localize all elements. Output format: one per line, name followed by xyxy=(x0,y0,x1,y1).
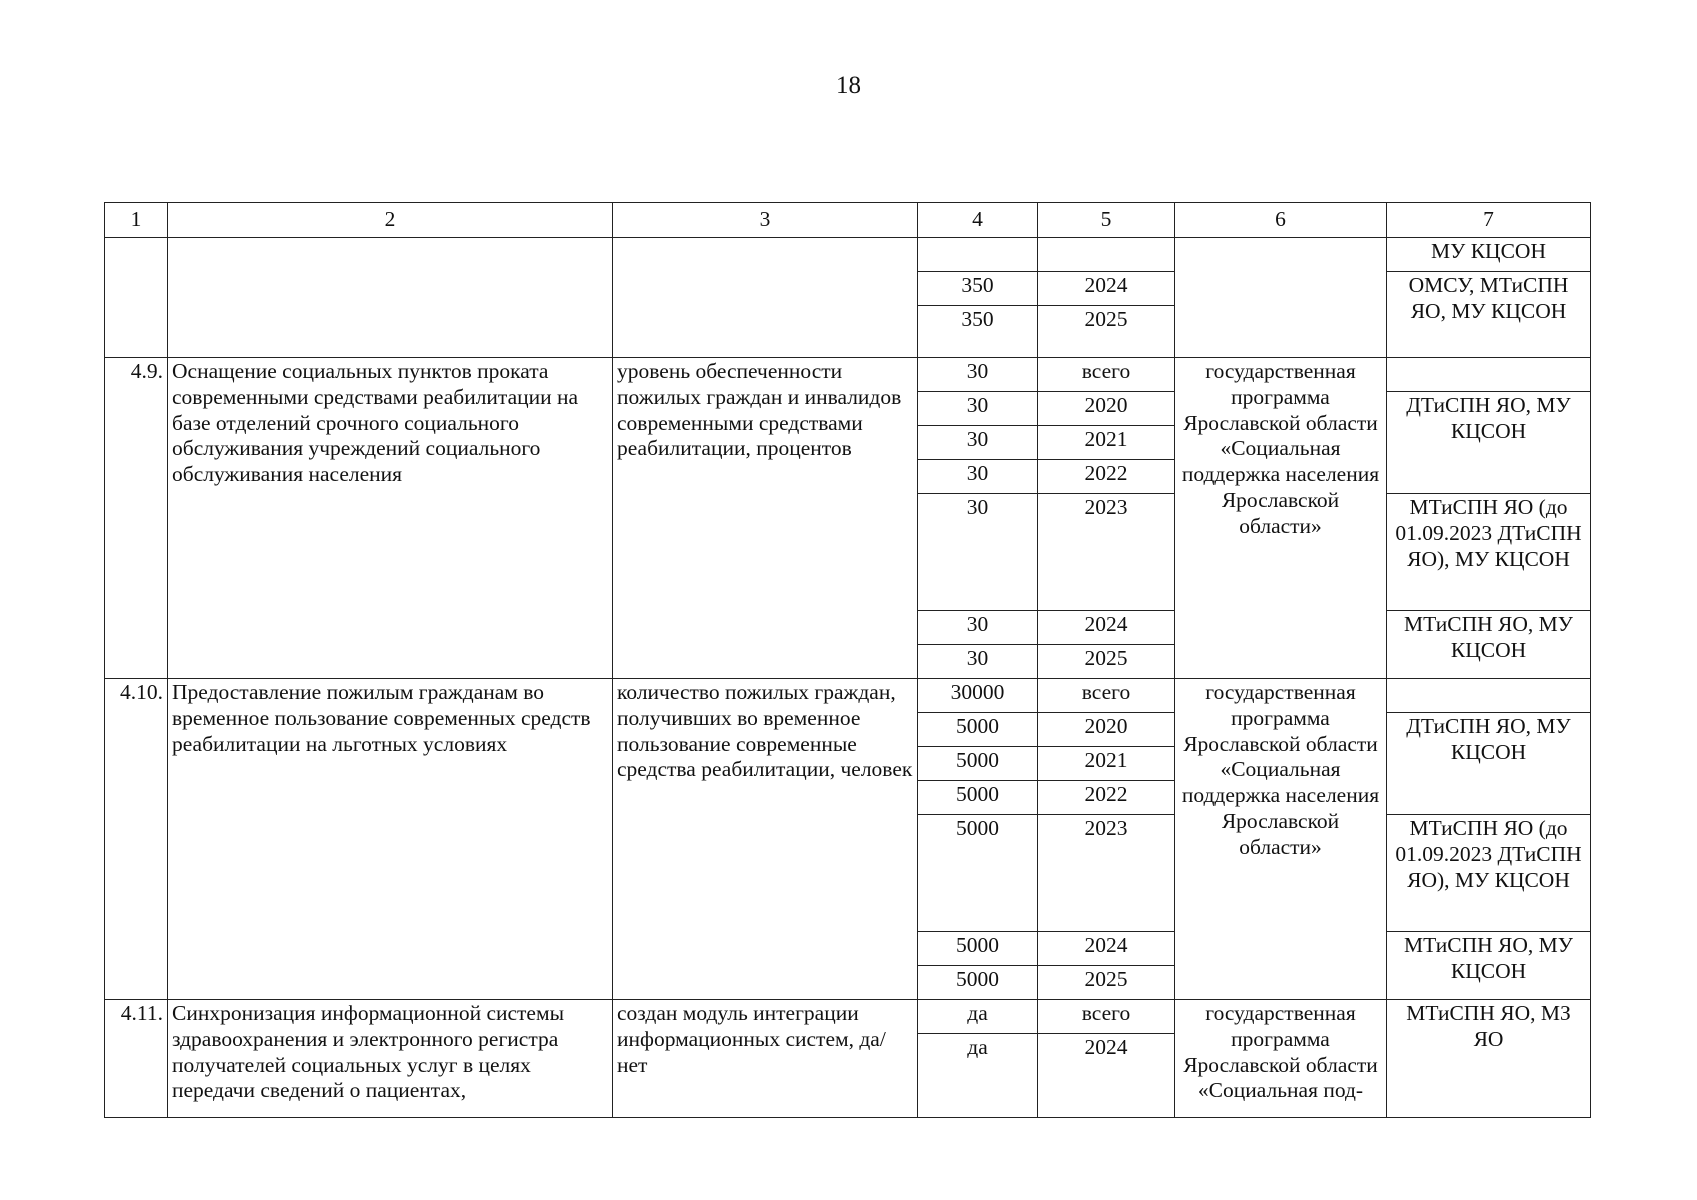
column-header: 6 xyxy=(1175,203,1387,238)
column-header: 1 xyxy=(105,203,168,238)
value-cell xyxy=(918,238,1038,272)
value-cell: да xyxy=(918,1034,1038,1118)
empty-cell xyxy=(1387,679,1591,713)
responsible-cell: МТиСПН ЯО, МУ КЦСОН xyxy=(1387,932,1591,1000)
indicator-description: создан модуль интеграции информационных систем, да/нет xyxy=(613,1000,918,1118)
year-cell: всего xyxy=(1038,679,1175,713)
year-cell: 2024 xyxy=(1038,611,1175,645)
responsible-cell: МУ КЦСОН xyxy=(1387,238,1591,272)
value-cell: 30 xyxy=(918,645,1038,679)
column-header: 2 xyxy=(168,203,613,238)
value-cell: 30 xyxy=(918,611,1038,645)
responsible-cell: МТиСПН ЯО (до 01.09.2023 ДТиСПН ЯО), МУ КЦСОН xyxy=(1387,815,1591,932)
measure-description: Синхронизация информационной системы здравоохранения и электронного регистра получателей социальных услуг в целях передачи сведений о пациентах, xyxy=(168,1000,613,1118)
value-cell: 5000 xyxy=(918,815,1038,932)
measure-description: Предоставление пожилым гражданам во временное пользование современных средств реабилитации на льготных условиях xyxy=(168,679,613,1000)
value-cell: 350 xyxy=(918,272,1038,306)
year-cell: 2025 xyxy=(1038,966,1175,1000)
indicator-description: уровень обеспеченности пожилых граждан и инвалидов современными средствами реабилитации, процентов xyxy=(613,358,918,679)
table-row xyxy=(105,358,1591,392)
value-cell: 350 xyxy=(918,306,1038,358)
value-cell: 5000 xyxy=(918,713,1038,747)
year-cell: 2022 xyxy=(1038,781,1175,815)
responsible-cell: МТиСПН ЯО, МУ КЦСОН xyxy=(1387,611,1591,679)
year-cell: 2023 xyxy=(1038,494,1175,611)
item-number: 4.10. xyxy=(105,679,168,1000)
empty-cell xyxy=(168,238,613,358)
table-row xyxy=(105,1000,1591,1034)
value-cell: 30000 xyxy=(918,679,1038,713)
year-cell xyxy=(1038,238,1175,272)
year-cell: 2022 xyxy=(1038,460,1175,494)
year-cell: 2024 xyxy=(1038,932,1175,966)
year-cell: всего xyxy=(1038,1000,1175,1034)
year-cell: 2020 xyxy=(1038,392,1175,426)
column-header: 3 xyxy=(613,203,918,238)
empty-cell xyxy=(105,238,168,358)
table-row xyxy=(105,238,1591,272)
column-header: 7 xyxy=(1387,203,1591,238)
column-header: 4 xyxy=(918,203,1038,238)
responsible-cell: ОМСУ, МТиСПН ЯО, МУ КЦСОН xyxy=(1387,272,1591,358)
item-number: 4.11. xyxy=(105,1000,168,1118)
year-cell: всего xyxy=(1038,358,1175,392)
indicator-description: количество пожилых граждан, получивших во временное пользование современные средства реабилитации, человек xyxy=(613,679,918,1000)
responsible-cell: ДТиСПН ЯО, МУ КЦСОН xyxy=(1387,392,1591,494)
program-cell: государственная программа Ярославской области «Социальная под- xyxy=(1175,1000,1387,1118)
year-cell: 2020 xyxy=(1038,713,1175,747)
year-cell: 2021 xyxy=(1038,426,1175,460)
measure-description: Оснащение социальных пунктов проката современными средствами реабилитации на базе отделений срочного социального обслуживания учреждений социального обслуживания населения xyxy=(168,358,613,679)
value-cell: 30 xyxy=(918,426,1038,460)
value-cell: 30 xyxy=(918,460,1038,494)
empty-cell xyxy=(1387,358,1591,392)
page-number: 18 xyxy=(836,72,861,99)
responsible-cell: ДТиСПН ЯО, МУ КЦСОН xyxy=(1387,713,1591,815)
column-header: 5 xyxy=(1038,203,1175,238)
year-cell: 2023 xyxy=(1038,815,1175,932)
empty-cell xyxy=(613,238,918,358)
value-cell: 30 xyxy=(918,392,1038,426)
year-cell: 2025 xyxy=(1038,306,1175,358)
year-cell: 2021 xyxy=(1038,747,1175,781)
table-header-row xyxy=(105,203,1591,238)
table-row xyxy=(105,679,1591,713)
program-cell: государственная программа Ярославской области «Социальная поддержка населения Ярославской области» xyxy=(1175,358,1387,679)
year-cell: 2024 xyxy=(1038,1034,1175,1118)
value-cell: 30 xyxy=(918,358,1038,392)
item-number: 4.9. xyxy=(105,358,168,679)
value-cell: 5000 xyxy=(918,781,1038,815)
value-cell: 5000 xyxy=(918,966,1038,1000)
empty-cell xyxy=(1175,238,1387,358)
year-cell: 2024 xyxy=(1038,272,1175,306)
value-cell: да xyxy=(918,1000,1038,1034)
value-cell: 5000 xyxy=(918,932,1038,966)
responsible-cell: МТиСПН ЯО (до 01.09.2023 ДТиСПН ЯО), МУ КЦСОН xyxy=(1387,494,1591,611)
value-cell: 30 xyxy=(918,494,1038,611)
measures-table xyxy=(104,202,1591,1118)
responsible-cell: МТиСПН ЯО, МЗ ЯО xyxy=(1387,1000,1591,1118)
program-cell: государственная программа Ярославской области «Социальная поддержка населения Ярославской области» xyxy=(1175,679,1387,1000)
year-cell: 2025 xyxy=(1038,645,1175,679)
value-cell: 5000 xyxy=(918,747,1038,781)
